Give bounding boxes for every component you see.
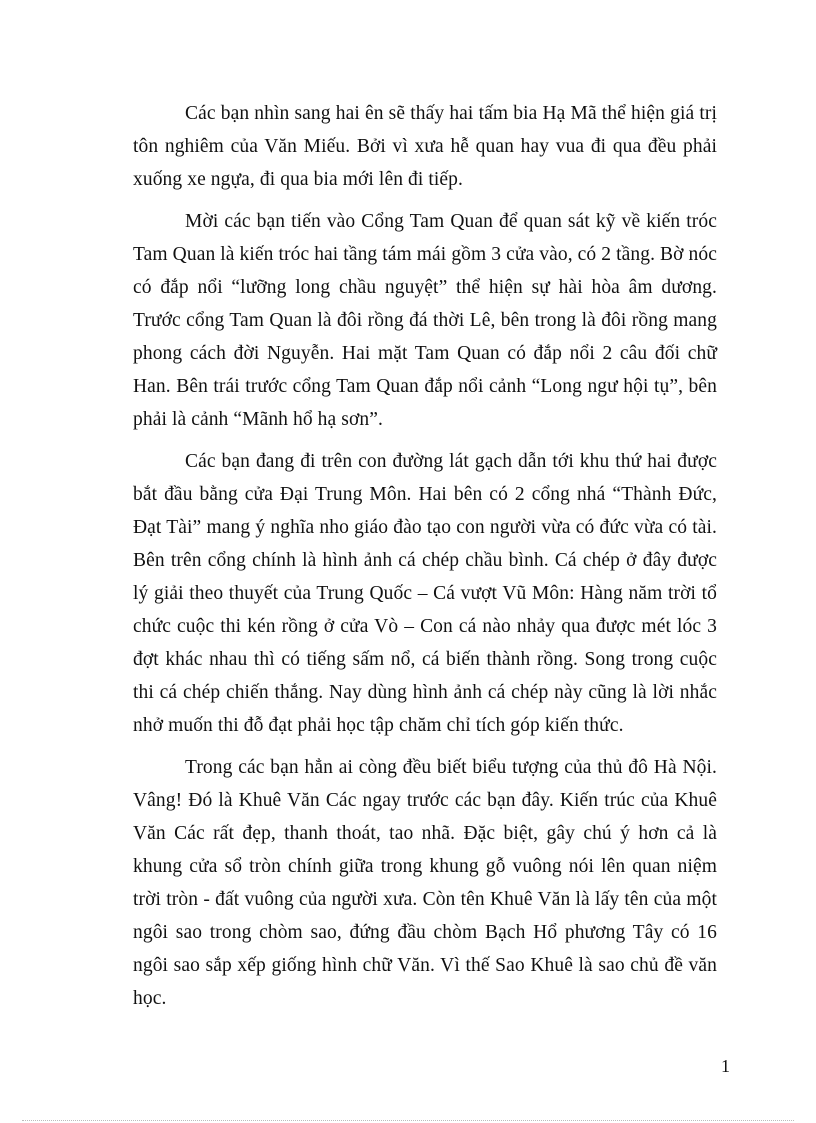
page-number: 1 [721,1056,730,1076]
paragraph-2: Mời các bạn tiến vào Cổng Tam Quan để quan sát kỹ về kiến tróc Tam Quan là kiến tróc hai tầng tám mái gồm 3 cửa vào, có 2 tầng. Bờ nóc có đắp nổi “lưỡng long chầu nguyệt” thể hiện sự hài hòa âm dương. Trước cổng Tam Quan là đôi rồng đá thời Lê, bên trong là đôi rồng mang phong cách đời Nguyễn. Hai mặt Tam Quan có đắp nổi 2 câu đối chữ Han. Bên trái trước cổng Tam Quan đắp nổi cảnh “Long ngư hội tụ”, bên phải là cảnh “Mãnh hổ hạ sơn”. [133,211,717,430]
paragraph-1: Các bạn nhìn sang hai ên sẽ thấy hai tấm bia Hạ Mã thể hiện giá trị tôn nghiêm của Văn Miếu. Bởi vì xưa hễ quan hay vua đi qua đều phải xuống xe ngựa, đi qua bia mới lên đi tiếp. [133,103,717,190]
page-bottom-divider [22,1120,794,1121]
paragraph-3: Các bạn đang đi trên con đường lát gạch dẫn tới khu thứ hai được bắt đầu bằng cửa Đại Trung Môn. Hai bên có 2 cổng nhá “Thành Đức, Đạt Tài” mang ý nghĩa nho giáo đào tạo con người vừa có đức vừa có tài. Bên trên cổng chính là hình ảnh cá chép chầu bình. Cá chép ở đây được lý giải theo thuyết của Trung Quốc – Cá vượt Vũ Môn: Hàng năm trời tổ chức cuộc thi kén rồng ở cửa Vò – Con cá nào nhảy qua được mét lóc 3 đợt khác nhau thì có tiếng sấm nổ, cá biến thành rồng. Song trong cuộc thi cá chép chiến thắng. Nay dùng hình ảnh cá chép này cũng là lời nhắc nhở muốn thi đỗ đạt phải học tập chăm chỉ tích góp kiến thức. [133,451,717,736]
paragraph-4: Trong các bạn hẳn ai còng đều biết biểu tượng của thủ đô Hà Nội. Vâng! Đó là Khuê Văn Các ngay trước các bạn đây. Kiến trúc của Khuê Văn Các rất đẹp, thanh thoát, tao nhã. Đặc biệt, gây chú ý hơn cả là khung cửa sổ tròn chính giữa trong khung gỗ vuông nói lên quan niệm trời tròn - đất vuông của người xưa. Còn tên Khuê Văn là lấy tên của một ngôi sao trong chòm sao, đứng đầu chòm Bạch Hổ phương Tây có 16 ngôi sao sắp xếp giống hình chữ Văn. Vì thế Sao Khuê là sao chủ đề văn học. [133,757,717,1009]
body-text [133,97,717,1024]
